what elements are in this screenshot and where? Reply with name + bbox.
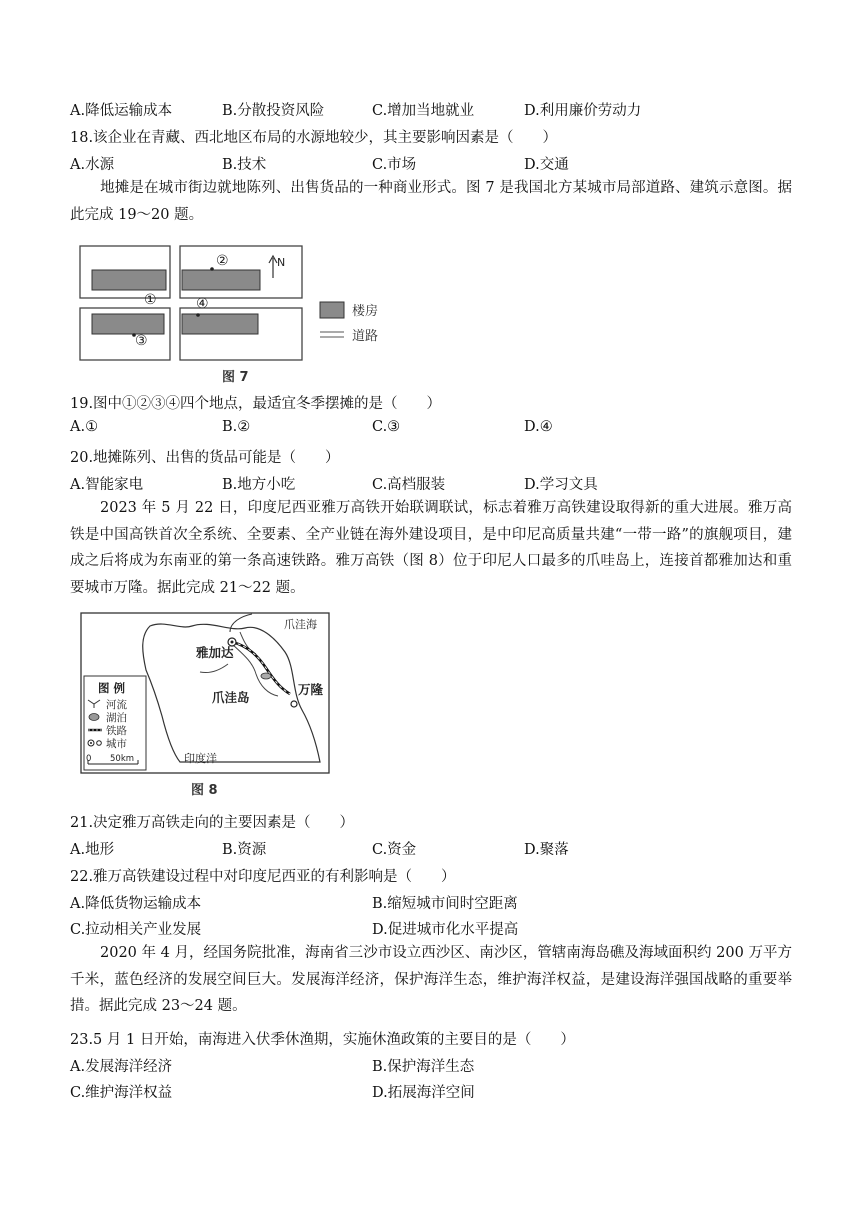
q19-option-c: C.③: [372, 419, 401, 435]
q22-options-row2: [70, 918, 790, 938]
q19-options: [70, 419, 790, 439]
north-label: N: [277, 256, 286, 269]
figure-7: [72, 238, 402, 378]
q23-options-row2: [70, 1081, 790, 1101]
q19-option-a: A.①: [70, 419, 99, 435]
label-indian-ocean: 印度洋: [184, 752, 217, 765]
q17-option-c: C.增加当地就业: [372, 103, 475, 119]
intro-19-20-text: 地摊是在城市街边就地陈列、出售货品的一种商业形式。图 7 是我国北方某城市局部道路、建筑示意图。据此完成 19～20 题。: [70, 180, 792, 223]
point-4-dot: [196, 313, 200, 317]
q23-option-b: B.保护海洋生态: [372, 1059, 475, 1075]
q23-options-row1: [70, 1055, 790, 1075]
q23-stem: 23.5 月 1 日开始，南海进入伏季休渔期，实施休渔政策的主要目的是（ ）: [70, 1032, 575, 1048]
q22-option-c: C.拉动相关产业发展: [70, 922, 202, 938]
label-jakarta: 雅加达: [196, 645, 234, 660]
q22-stem: 22.雅万高铁建设过程中对印度尼西亚的有利影响是（ ）: [70, 869, 456, 885]
q23-option-a: A.发展海洋经济: [70, 1059, 173, 1075]
q22-option-d: D.促进城市化水平提高: [372, 922, 519, 938]
legend-lake-icon: [89, 714, 99, 721]
building-se: [182, 314, 258, 334]
q18-options: [70, 153, 790, 173]
q20-option-d: D.学习文具: [524, 477, 598, 493]
q18-option-d: D.交通: [524, 157, 569, 173]
q20-option-b: B.地方小吃: [222, 477, 296, 493]
scale-label: 50km: [110, 754, 135, 764]
q22-option-b: B.缩短城市间时空距离: [372, 896, 518, 912]
q20-stem: 20.地摊陈列、出售的货品可能是（ ）: [70, 450, 340, 466]
legend-river-label: 河流: [106, 699, 127, 711]
label-java-sea: 爪洼海: [284, 618, 317, 631]
q19-option-d: D.④: [524, 419, 553, 435]
intro-21-22: [70, 495, 792, 601]
lake-icon: [261, 673, 271, 679]
point-4-label: ④: [196, 296, 209, 312]
q21-stem: 21.决定雅万高铁走向的主要因素是（ ）: [70, 815, 355, 831]
q20-options: [70, 473, 790, 493]
intro-23-24-text: 2020 年 4 月，经国务院批准，海南省三沙市设立西沙区、南沙区，管辖南海岛礁及海域面积约 200 万平方千米，蓝色经济的发展空间巨大。发展海洋经济，保护海洋生态，维护海洋权益，是建设海洋强国战略的重要举措。据此完成 23～24 题。: [70, 945, 792, 1014]
point-1-label: ①: [144, 292, 157, 308]
legend-lake-label: 湖泊: [106, 712, 127, 724]
label-bandung: 万隆: [298, 682, 324, 697]
q18-option-a: A.水源: [70, 157, 115, 173]
q23-option-c: C.维护海洋权益: [70, 1085, 173, 1101]
q22-option-a: A.降低货物运输成本: [70, 896, 202, 912]
q17-option-b: B.分散投资风险: [222, 103, 325, 119]
fig8-legend-title: 图 例: [98, 681, 126, 695]
point-3-label: ③: [135, 333, 148, 349]
legend-road-label: 道路: [352, 329, 379, 344]
q21-option-b: B.资源: [222, 842, 267, 858]
figure-7-map: [72, 238, 402, 378]
figure-8: [80, 612, 330, 776]
scale-zero-label: 0: [86, 754, 92, 764]
building-nw: [92, 270, 166, 290]
intro-19-20: [70, 175, 792, 228]
q20-option-a: A.智能家电: [70, 477, 144, 493]
q22-options-row1: [70, 892, 790, 912]
legend-building-label: 楼房: [352, 304, 379, 319]
city-bandung-icon: [291, 701, 297, 707]
intro-21-22-text: 2023 年 5 月 22 日，印度尼西亚雅万高铁开始联调联试，标志着雅万高铁建设取得新的重大进展。雅万高铁是中国高铁首次全系统、全要素、全产业链在海外建设项目，是中印尼高质量共建“一带一路”的旗舰项目，建成之后将成为东南亚的第一条高速铁路。雅万高铁（图 8）位于印尼人口最多的爪哇岛上，连接首都雅加达和重要城市万隆。据此完成 21～22 题。: [70, 500, 792, 596]
q21-options: [70, 838, 790, 858]
q18-stem: 18.该企业在青藏、西北地区布局的水源地较少，其主要影响因素是（ ）: [70, 130, 558, 146]
q21-option-d: D.聚落: [524, 842, 569, 858]
legend-city-label: 城市: [106, 738, 127, 750]
q23-option-d: D.拓展海洋空间: [372, 1085, 475, 1101]
figure-8-map: [80, 612, 330, 776]
q17-option-a: A.降低运输成本: [70, 103, 173, 119]
figure-7-caption: 图 7: [222, 370, 249, 385]
legend-building-swatch: [320, 302, 344, 318]
q19-stem: 19.图中①②③④四个地点，最适宜冬季摆摊的是（ ）: [70, 396, 442, 412]
q21-option-a: A.地形: [70, 842, 115, 858]
q18-option-b: B.技术: [222, 157, 267, 173]
legend-railway-label: 铁路: [106, 725, 127, 737]
point-2-label: ②: [216, 253, 229, 269]
q20-option-c: C.高档服装: [372, 477, 446, 493]
q18-option-c: C.市场: [372, 157, 417, 173]
q17-options: [70, 99, 790, 119]
figure-8-caption: 图 8: [191, 783, 218, 798]
label-java-island: 爪洼岛: [212, 690, 250, 705]
q17-option-d: D.利用廉价劳动力: [524, 103, 642, 119]
intro-23-24: [70, 940, 792, 1020]
point-2-dot: [210, 267, 214, 271]
building-sw: [92, 314, 164, 334]
building-ne: [182, 270, 260, 290]
q21-option-c: C.资金: [372, 842, 417, 858]
q19-option-b: B.②: [222, 419, 251, 435]
